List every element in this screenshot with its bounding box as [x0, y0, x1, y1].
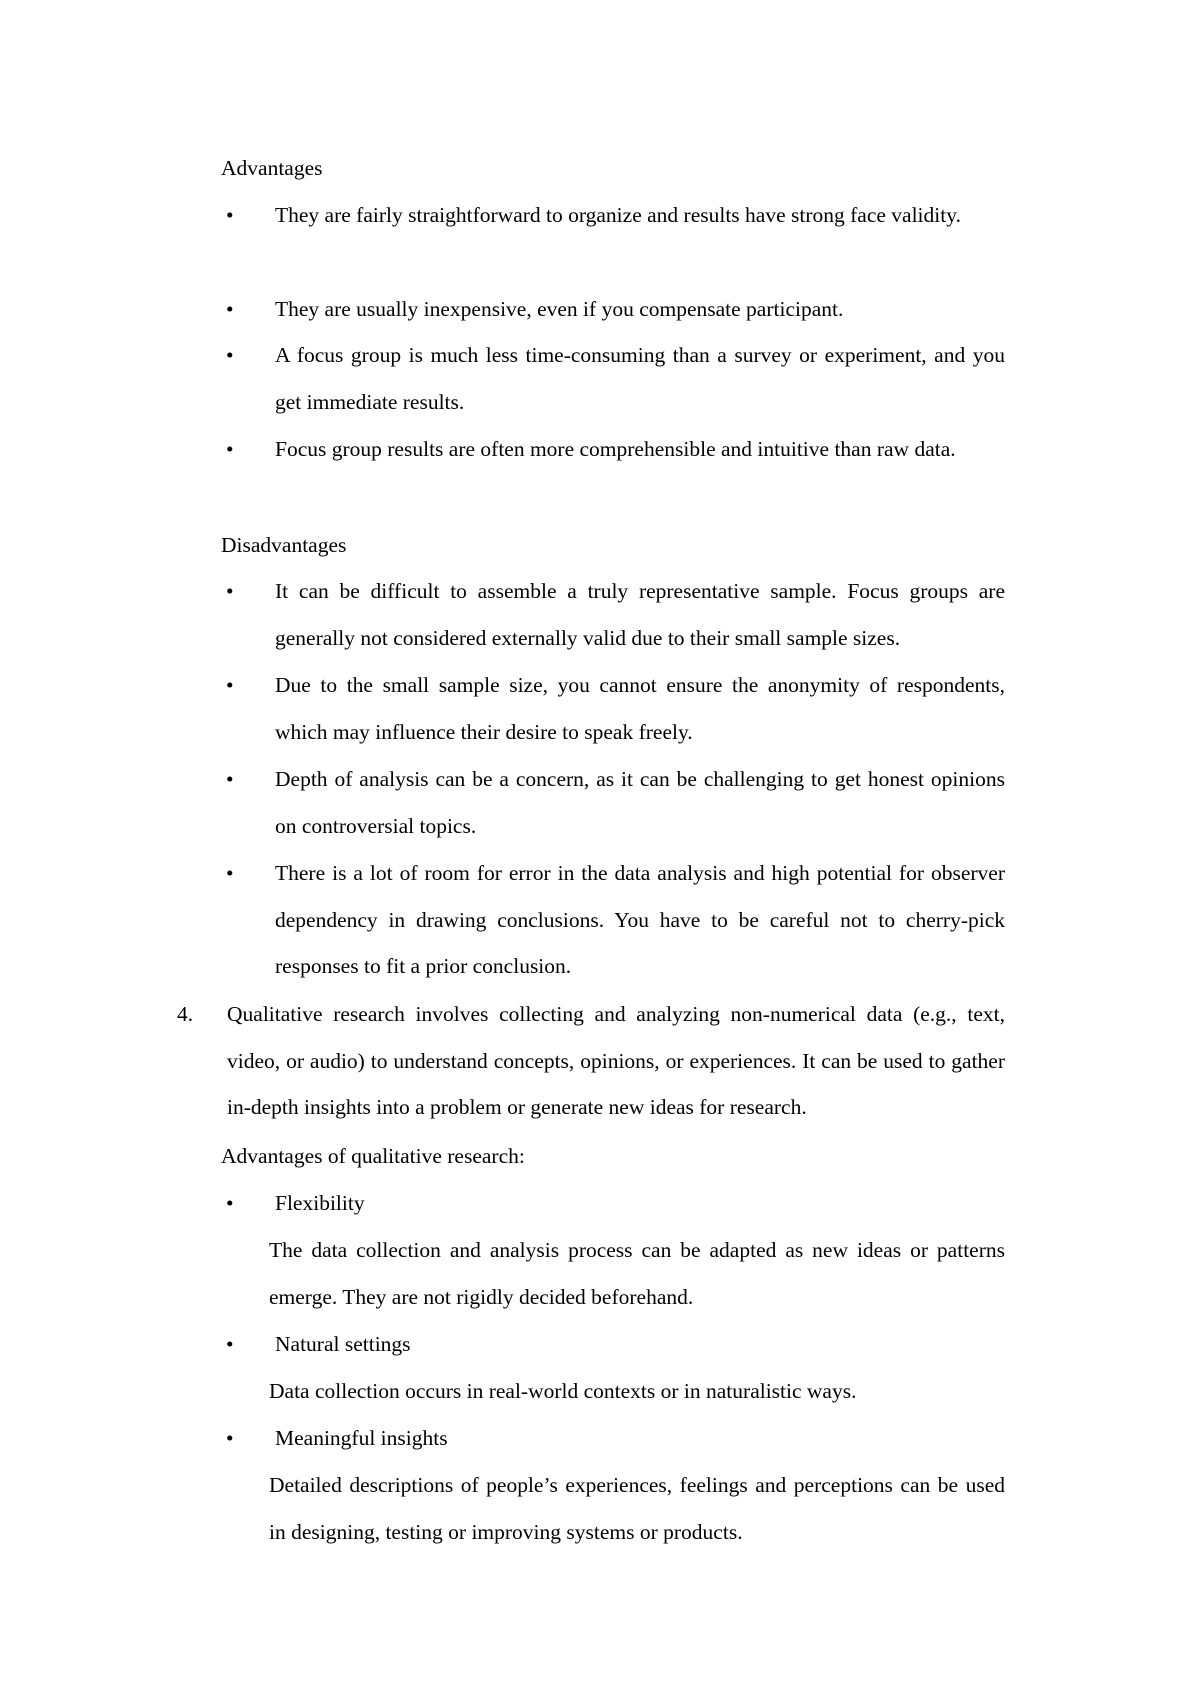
advantage-item: Focus group results are often more comprehensible and intuitive than raw data. — [275, 437, 956, 461]
advantages-heading: Advantages — [221, 156, 323, 180]
disadvantages-heading: Disadvantages — [221, 533, 347, 557]
qualitative-advantages-heading: Advantages of qualitative research: — [221, 1144, 525, 1168]
disadvantage-item: Depth of analysis can be a concern, as it can be challenging to get honest opinions on controversial topics. — [275, 767, 1005, 838]
list-number: 4. — [177, 1002, 194, 1026]
qualitative-advantage-description: Data collection occurs in real-world contexts or in naturalistic ways. — [269, 1379, 857, 1403]
bullet-icon: • — [226, 343, 234, 367]
bullet-icon: • — [226, 767, 234, 791]
advantage-item: They are usually inexpensive, even if you compensate participant. — [275, 297, 844, 321]
bullet-icon: • — [226, 1332, 234, 1356]
bullet-icon: • — [226, 1426, 234, 1450]
qualitative-advantage-title: Flexibility — [275, 1191, 365, 1215]
bullet-icon: • — [226, 673, 234, 697]
qualitative-advantage-description: Detailed descriptions of people’s experiences, feelings and perceptions can be used in designing, testing or improving systems or products. — [269, 1473, 1005, 1544]
qualitative-advantage-title: Meaningful insights — [275, 1426, 448, 1450]
bullet-icon: • — [226, 579, 234, 603]
disadvantage-item: Due to the small sample size, you cannot ensure the anonymity of respondents, which may influence their desire to speak freely. — [275, 673, 1005, 744]
qualitative-advantage-description: The data collection and analysis process can be adapted as new ideas or patterns emerge. They are not rigidly decided beforehand. — [269, 1238, 1005, 1309]
disadvantage-item: There is a lot of room for error in the data analysis and high potential for observer dependency in drawing conclusions. You have to be careful not to cherry-pick responses to fit a prior conclusion. — [275, 861, 1005, 978]
advantage-item: A focus group is much less time-consuming than a survey or experiment, and you get immediate results. — [275, 343, 1005, 414]
bullet-icon: • — [226, 437, 234, 461]
bullet-icon: • — [226, 297, 234, 321]
bullet-icon: • — [226, 861, 234, 885]
advantage-item: They are fairly straightforward to organize and results have strong face validity. — [275, 203, 961, 227]
disadvantage-item: It can be difficult to assemble a truly representative sample. Focus groups are generally not considered externally valid due to their small sample sizes. — [275, 579, 1005, 650]
qualitative-advantage-title: Natural settings — [275, 1332, 411, 1356]
bullet-icon: • — [226, 203, 234, 227]
qualitative-research-paragraph: Qualitative research involves collecting and analyzing non-numerical data (e.g., text, video, or audio) to understand concepts, opinions, or experiences. It can be used to gather in-depth insights into a problem or generate new ideas for research. — [227, 1002, 1005, 1119]
bullet-icon: • — [226, 1191, 234, 1215]
